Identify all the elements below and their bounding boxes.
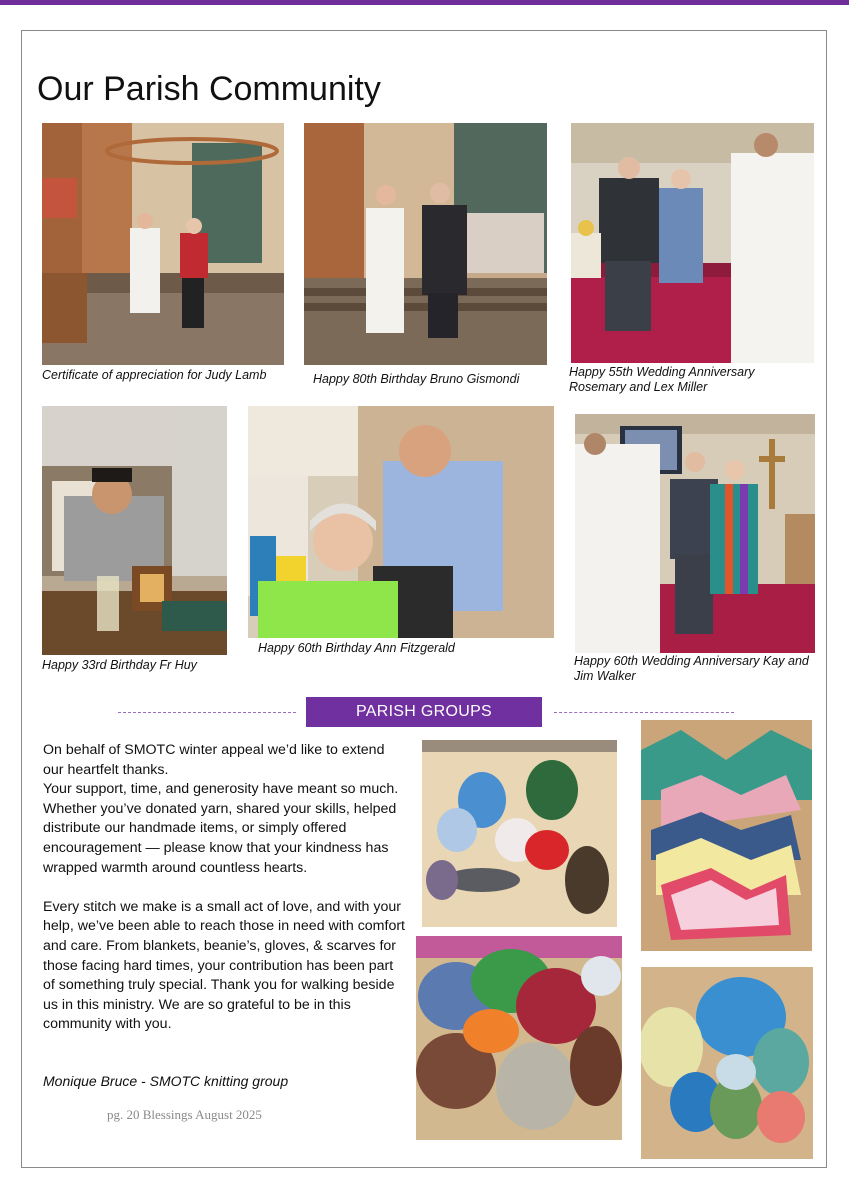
banner-divider-right	[554, 712, 734, 713]
page-footer: pg. 20 Blessings August 2025	[107, 1107, 262, 1122]
photo-ann-fitzgerald	[248, 406, 554, 638]
top-accent-line	[0, 0, 849, 5]
caption-walker-anniversary: Happy 60th Wedding Anniversary Kay and Jim Walker	[574, 654, 809, 683]
photo-crochet-blankets	[641, 720, 812, 951]
parish-groups-text	[43, 741, 405, 1055]
photo-knitted-toys	[422, 740, 617, 927]
photo-judy-lamb	[42, 123, 284, 365]
caption-fr-huy: Happy 33rd Birthday Fr Huy	[42, 658, 197, 672]
signature: Monique Bruce - SMOTC knitting group	[43, 1073, 289, 1089]
photo-miller-anniversary	[571, 123, 814, 363]
page-title: Our Parish Community	[37, 70, 381, 108]
photo-fr-huy	[42, 406, 227, 655]
banner-divider-left	[118, 712, 296, 713]
caption-bruno-gismondi: Happy 80th Birthday Bruno Gismondi	[313, 372, 520, 386]
caption-judy-lamb: Certificate of appreciation for Judy Lamb	[42, 368, 267, 382]
photo-knitted-vests	[641, 967, 813, 1159]
parish-groups-banner: PARISH GROUPS	[306, 697, 542, 727]
photo-walker-anniversary	[575, 414, 815, 653]
caption-ann-fitzgerald: Happy 60th Birthday Ann Fitzgerald	[258, 641, 455, 655]
paragraph-stitch: Every stitch we make is a small act of love, and with your help, we’ve been able to reach those in need with comfort and care. From blankets, beanie’s, gloves, & scarves for those facing hard times, your contribution has been part of something truly special. Thank you for walking beside us in this ministry. We are so grateful to be in this community with you.	[43, 898, 406, 1033]
caption-miller-anniversary: Happy 55th Wedding Anniversary Rosemary and Lex Miller	[569, 365, 755, 394]
photo-bruno-gismondi	[304, 123, 547, 365]
photo-knitted-beanies	[416, 936, 622, 1140]
paragraph-thanks: On behalf of SMOTC winter appeal we’d like to extend our heartfelt thanks. Your support, time, and generosity have meant so much. Whether you’ve donated yarn, shared your skills, helped distribute our handmade items, or simply offered encouragement — please know that your kindness has wrapped warmth around countless hearts.	[43, 742, 399, 876]
